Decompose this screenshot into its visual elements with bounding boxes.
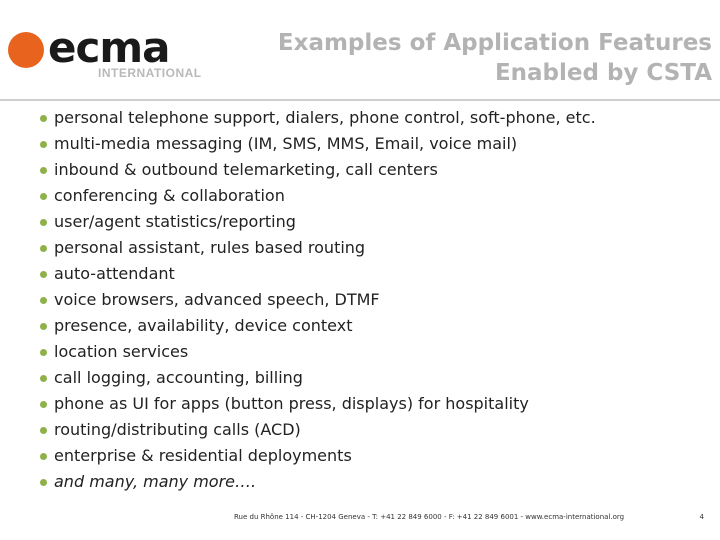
bullet-icon (40, 167, 47, 174)
list-item (38, 158, 596, 184)
list-item-text: inbound & outbound telemarketing, call centers (54, 160, 438, 179)
list-item (38, 418, 596, 444)
bullet-icon (40, 401, 47, 408)
bullet-icon (40, 453, 47, 460)
list-item (38, 184, 596, 210)
slide-title-line1: Examples of Application Features (277, 30, 712, 56)
bullet-icon (40, 375, 47, 382)
list-item-text: and many, many more…. (54, 472, 257, 491)
list-item-text: user/agent statistics/reporting (54, 212, 296, 231)
list-item-text: presence, availability, device context (54, 316, 353, 335)
list-item-text: phone as UI for apps (button press, displays) for hospitality (54, 394, 529, 413)
list-item-text: personal telephone support, dialers, phone control, soft-phone, etc. (54, 108, 596, 127)
bullet-icon (40, 349, 47, 356)
logo-dot-icon (8, 32, 44, 68)
list-item-text: call logging, accounting, billing (54, 368, 303, 387)
ecma-logo (8, 24, 208, 84)
bullet-icon (40, 427, 47, 434)
list-item (38, 210, 596, 236)
list-item-text: routing/distributing calls (ACD) (54, 420, 301, 439)
header-divider (0, 99, 720, 101)
list-item-text: conferencing & collaboration (54, 186, 285, 205)
footer-address: Rue du Rhône 114 - CH-1204 Geneva - T: +41 22 849 6000 - F: +41 22 849 6001 - www.ecma-international.org (234, 513, 625, 521)
bullet-icon (40, 115, 47, 122)
bullet-icon (40, 297, 47, 304)
list-item (38, 392, 596, 418)
list-item-text: voice browsers, advanced speech, DTMF (54, 290, 380, 309)
list-item-text: location services (54, 342, 189, 361)
logo-subtext: INTERNATIONAL (98, 66, 202, 80)
list-item (38, 444, 596, 470)
list-item-text: enterprise & residential deployments (54, 446, 352, 465)
list-item (38, 236, 596, 262)
list-item (38, 288, 596, 314)
bullet-icon (40, 141, 47, 148)
list-item-text: personal assistant, rules based routing (54, 238, 366, 257)
list-item (38, 314, 596, 340)
bullet-icon (40, 323, 47, 330)
slide-title-line2: Enabled by CSTA (494, 60, 712, 86)
feature-list (38, 106, 596, 496)
list-item (38, 340, 596, 366)
list-item (38, 262, 596, 288)
logo-text: ecma (48, 23, 170, 72)
list-item (38, 470, 596, 496)
list-item-text: multi-media messaging (IM, SMS, MMS, Email, voice mail) (54, 134, 518, 153)
bullet-icon (40, 479, 47, 486)
list-item (38, 132, 596, 158)
bullet-icon (40, 193, 47, 200)
bullet-icon (40, 271, 47, 278)
bullet-icon (40, 219, 47, 226)
list-item-text: auto-attendant (54, 264, 175, 283)
bullet-icon (40, 245, 47, 252)
slide-title (212, 28, 712, 88)
page-number: 4 (699, 513, 704, 521)
list-item (38, 106, 596, 132)
list-item (38, 366, 596, 392)
